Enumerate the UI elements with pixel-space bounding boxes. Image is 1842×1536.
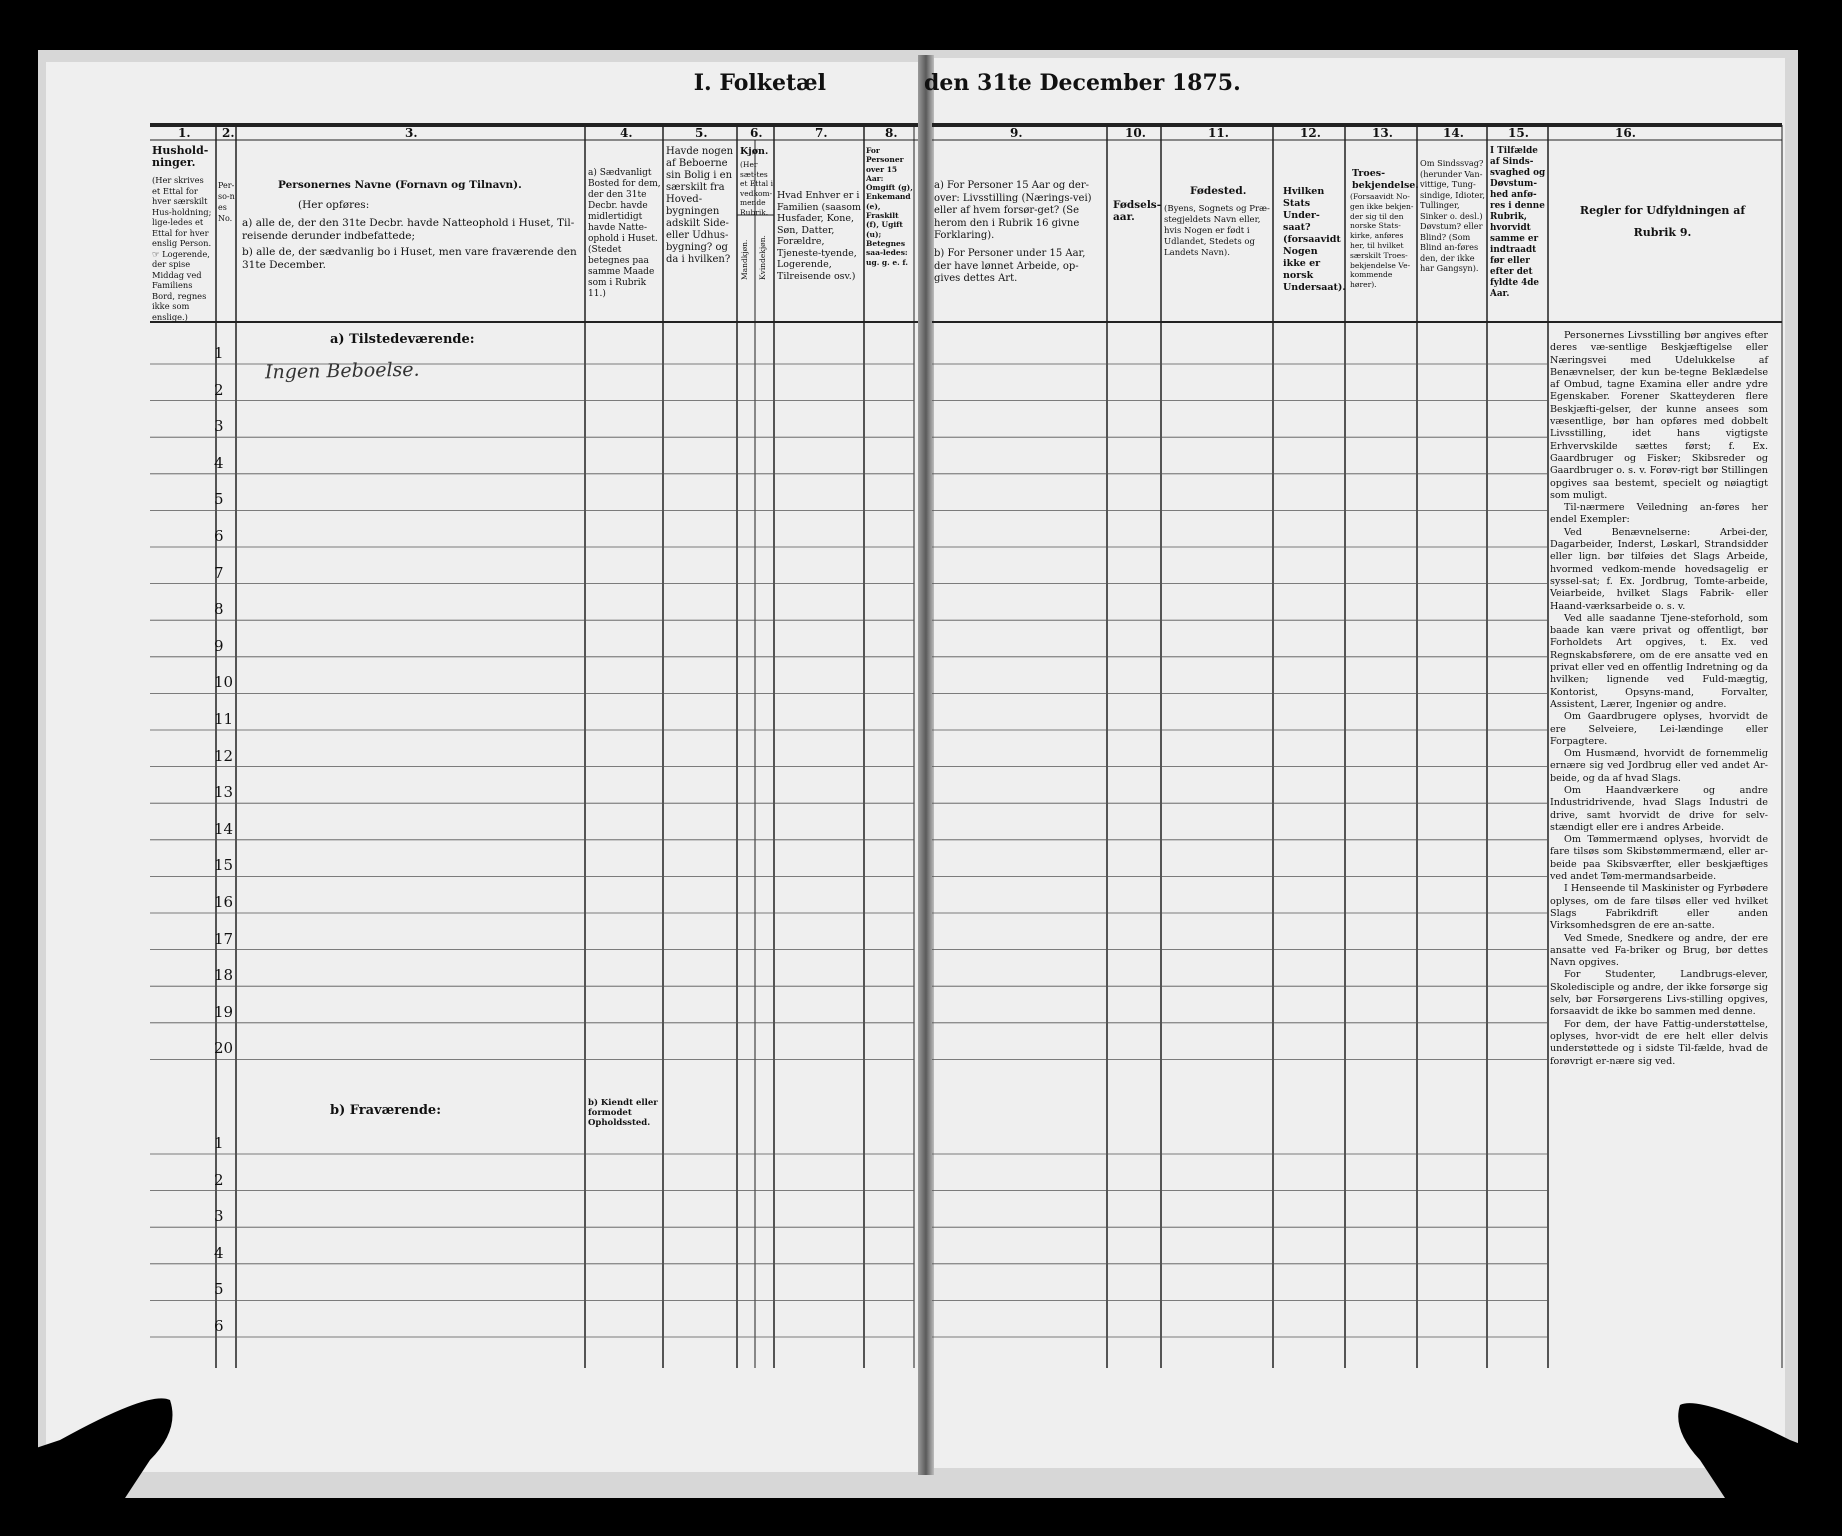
- rules-paragraph: For Studenter, Landbrugs-elever, Skoledisciple og andre, der ikke forsørge sig selv, bør Forsørgerens Livs-stilling opgives, forsaavidt de ikke bo sammen med denne.: [1550, 969, 1768, 1018]
- col-num-12: 12.: [1300, 126, 1321, 140]
- header-sex-male: Mandkjøn.: [740, 239, 749, 280]
- rules-paragraph: For dem, der have Fattig-understøttelse, oplyses, hvor-vidt de ere helt eller delvis understøttede og i sidste Til-fælde, hvad de forøvrigt er-nære sig ved.: [1550, 1018, 1768, 1067]
- header-names-sub: (Her opføres:: [298, 199, 370, 211]
- header-disability: Om Sindssvag? (herunder Van-vittige, Tung-sindige, Idioter, Tullinger, Sinker o. desl.) Døvstum? eller Blind? (Som Blind an-føres den, der ikke har Gangsyn).: [1420, 158, 1486, 273]
- absent-residence-note: b) Kiendt eller formodet Opholdssted.: [588, 1098, 658, 1128]
- row-number: 13: [214, 783, 234, 802]
- handwritten-entry: Ingen Beboelse.: [264, 358, 420, 384]
- row-number: 5: [214, 490, 224, 509]
- header-sex-title: Kjøn.: [740, 146, 769, 157]
- col-num-2: 2.: [222, 126, 235, 140]
- row-number: 20: [214, 1039, 234, 1058]
- col-num-4: 4.: [620, 126, 633, 140]
- section-present-label: a) Tilstedeværende:: [330, 332, 475, 347]
- rules-paragraph: Om Husmænd, hvorvidt de fornemmelig ernære sig ved Jordbrug eller ved andet Ar-beide, og da af hvad Slags.: [1550, 748, 1768, 784]
- row-number: 4: [214, 1243, 224, 1262]
- row-number: 7: [214, 563, 224, 582]
- row-number: 1: [214, 1134, 224, 1152]
- col-num-5: 5.: [695, 126, 708, 140]
- rules-paragraph: Ved alle saadanne Tjene-steforhold, som baade kan være privat og offentligt, bør Forholdets Art opgives, t. Ex. ved Regnskabsførere, om de ere ansatte ved en privat eller ved en offentlig Indretning og da hvilken; lignende ved Fuld-mægtig, Kontorist, Opsyns-mand, Forvalter, Assistent, Lærer, Ingeniør og andre.: [1550, 612, 1768, 710]
- row-number: 18: [214, 966, 234, 985]
- header-names-title: Personernes Navne (Fornavn og Tilnavn).: [278, 179, 522, 191]
- col-num-15: 15.: [1508, 126, 1529, 140]
- row-number: 1: [214, 344, 224, 362]
- row-number: 11: [214, 710, 234, 728]
- row-number: 15: [214, 856, 234, 875]
- header-names-b: b) alle de, der sædvanlig bo i Huset, men vare fraværende den 31te December.: [242, 246, 577, 271]
- header-marital-status: For Personer over 15 Aar: Omgift (g), Enkemand (e), Fraskilt (f), Ugift (u); Betegnes saa-ledes: ug. g. e. f.: [866, 146, 913, 267]
- title-left: I. Folketæl: [693, 70, 826, 96]
- row-number: 9: [214, 636, 224, 655]
- row-number: 3: [214, 1207, 224, 1226]
- row-number: 5: [214, 1280, 224, 1299]
- row-number: 14: [214, 819, 234, 838]
- header-person-no: Per-so-nes No.: [218, 181, 235, 223]
- col-num-8: 8.: [885, 126, 898, 140]
- header-religion-body: (Forsaavidt No-gen ikke bekjen-der sig til den norske Stats-kirke, anføres her, til hvilket særskilt Troes-bekjendelse Ve-kommende hører).: [1350, 192, 1414, 290]
- col-num-11: 11.: [1208, 126, 1229, 140]
- header-religion-title: Troes-bekjendelse.: [1352, 168, 1419, 191]
- header-citizenship: Hvilken Stats Under-saat? (forsaavidt Nogen ikke er norsk Undersaat).: [1283, 186, 1346, 293]
- header-rules-title: Regler for Udfyldningen af Rubrik 9.: [1579, 204, 1746, 239]
- col-num-6: 6.: [750, 126, 763, 140]
- rules-paragraph: Ved Benævnelserne: Arbei-der, Dagarbeider, Inderst, Løskarl, Strandsidder eller lign. bør tilføies det Slags Arbeide, hvormed vedkom-mende hovedsagelig er syssel-sat; f. Ex. Jordbrug, Tomte-arbeide, Veiarbeide, hvilket Slags Fabrik- eller Haand-værksarbeide o. s. v.: [1550, 526, 1768, 612]
- rules-paragraph: Til-nærmere Veiledning an-føres her endel Exempler:: [1550, 502, 1768, 526]
- row-number: 6: [214, 527, 224, 545]
- col-num-13: 13.: [1372, 126, 1393, 140]
- section-absent-label: b) Fraværende:: [330, 1103, 442, 1118]
- header-names-a: a) alle de, der den 31te Decbr. havde Natteophold i Huset, Til-reisende derunder indbefattede;: [242, 217, 575, 242]
- header-birthplace-title: Fødested.: [1190, 185, 1247, 197]
- row-number: 2: [214, 380, 224, 399]
- col-num-14: 14.: [1443, 126, 1464, 140]
- row-number: 19: [214, 1002, 234, 1021]
- row-number: 6: [214, 1317, 224, 1335]
- rules-paragraph: Ved Smede, Snedkere og andre, der ere ansatte ved Fa-briker og Brug, bør dettes Navn opgives.: [1550, 932, 1768, 969]
- row-number: 16: [214, 893, 234, 911]
- row-number: 8: [214, 600, 224, 619]
- col-num-10: 10.: [1125, 126, 1146, 140]
- header-birth-year: Fødsels-aar.: [1113, 199, 1162, 223]
- row-number: 17: [214, 929, 234, 948]
- row-number: 10: [214, 673, 234, 692]
- header-households-body: (Her skrives et Ettal for hver særskilt Hus-holdning; lige-ledes et Ettal for hver enslig Person. ☞ Logerende, der spise Middag ved Familiens Bord, regnes ikke som enslige.): [152, 175, 212, 322]
- rules-paragraph: Personernes Livsstilling bør angives efter deres væ-sentlige Beskjæftigelse eller Næringsvei med Udelukkelse af Benævnelser, der kun be-tegne Beklædelse af Ombud, tagne Examina eller andre ydre Egenskaber. Forener Skatteyderen flere Beskjæfti-gelser, der kunne ansees som væsentlige, bør han opføres med dobbelt Livsstilling, idet hans vigtigste Erhvervskilde sættes først; f. Ex. Gaardbruger og Fisker; Skibsreder og Gaardbruger o. s. v. Forøv-rigt bør Stillingen opgives saa bestemt, specielt og nøiagtigt som muligt.: [1550, 330, 1768, 501]
- col-num-7: 7.: [815, 126, 828, 140]
- col-num-3: 3.: [405, 126, 418, 140]
- header-usual-residence: a) Sædvanligt Bosted for dem, der den 31te Decbr. havde midlertidigt havde Natte-ophold i Huset. (Stedet betegnes paa samme Maade som i Rubrik 11.): [588, 168, 661, 299]
- col-num-16: 16.: [1615, 126, 1636, 140]
- header-separate-building: Havde nogen af Beboerne sin Bolig i en særskilt fra Hoved-bygningen adskilt Side-eller Udhus-bygning? og da i hvilken?: [666, 146, 734, 265]
- col-num-9: 9.: [1010, 126, 1023, 140]
- row-number: 4: [214, 453, 224, 472]
- header-occupation-b: b) For Personer under 15 Aar, der have lønnet Arbeide, op-gives dettes Art.: [934, 248, 1086, 284]
- row-number: 12: [214, 746, 234, 765]
- header-occupation-a: a) For Personer 15 Aar og der-over: Livsstilling (Nærings-vei) eller af hvem forsør-get? (Se herom den i Rubrik 16 givne Forklaring).: [934, 180, 1092, 241]
- header-onset-age: I Tilfælde af Sinds-svaghed og Døvstum-hed anfø-res i denne Rubrik, hvorvidt samme er indtraadt før eller efter det fyldte 4de Aar.: [1490, 146, 1546, 299]
- rules-paragraph: Om Gaardbrugere oplyses, hvorvidt de ere Selveiere, Lei-lændinge eller Forpagtere.: [1550, 711, 1768, 747]
- col-num-1: 1.: [178, 126, 191, 140]
- title-right: den 31te December 1875.: [924, 70, 1241, 96]
- rules-paragraph: Om Tømmermænd oplyses, hvorvidt de fare tilsøs som Skibstømmermænd, eller ar-beide paa Skibsværfter, eller beskjæftiges ved andet Tøm-mermandsarbeide.: [1550, 834, 1768, 883]
- header-sex-body: (Her sæt-tes et Ettal i vedkom-mende Rubrik.: [740, 160, 773, 217]
- header-birthplace-body: (Byens, Sognets og Præ-stegjeldets Navn eller, hvis Nogen er født i Udlandet, Stedets og Landets Navn).: [1164, 204, 1270, 258]
- row-number: 2: [214, 1170, 224, 1189]
- row-number: 3: [214, 417, 224, 436]
- rules-paragraph: Om Haandværkere og andre Industridrivende, hvad Slags Industri de drive, samt hvorvidt de drive for selv-stændigt eller ere i andres Arbeide.: [1550, 784, 1768, 833]
- header-sex-female: Kvindekjøn.: [758, 235, 767, 280]
- rules-paragraph: I Henseende til Maskinister og Fyrbødere oplyses, om de fare tilsøs eller ved hvilket Slags Fabrikdrift eller anden Virksomhedsgren de ere an-satte.: [1550, 883, 1768, 932]
- header-family-role: Hvad Enhver er i Familien (saasom Husfader, Kone, Søn, Datter, Forældre, Tjeneste-tyende, Logerende, Tilreisende osv.): [777, 190, 862, 282]
- header-households-title: Hushold-ninger.: [152, 144, 209, 169]
